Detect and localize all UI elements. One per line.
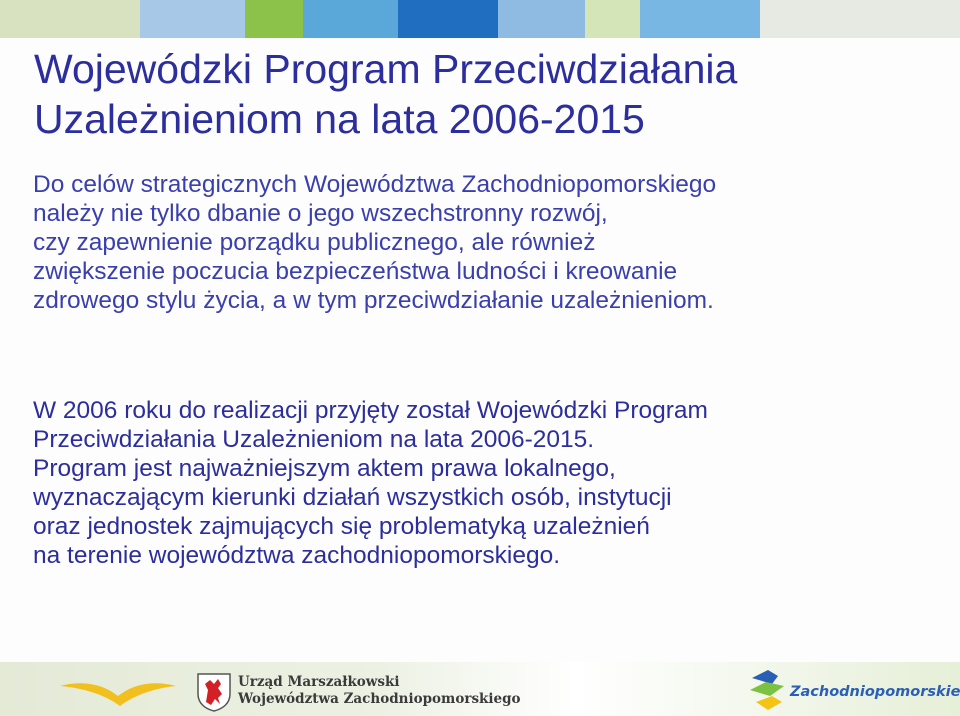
header-color-band xyxy=(0,0,960,38)
office-name-line1: Urząd Marszałkowski xyxy=(238,674,400,690)
paragraph-line: zdrowego stylu życia, a w tym przeciwdziałanie uzależnieniom. xyxy=(33,287,714,314)
band-block xyxy=(0,0,140,38)
paragraph-line: W 2006 roku do realizacji przyjęty został Wojewódzki Program xyxy=(33,397,708,424)
zachodniopomorskie-logo-icon xyxy=(748,666,788,712)
paragraph-line: Przeciwdziałania Uzależnieniom na lata 2006-2015. xyxy=(33,426,595,453)
program-paragraph xyxy=(33,396,943,570)
band-block xyxy=(760,0,960,38)
marshal-office-label xyxy=(238,674,521,708)
title-line: Uzależnieniom na lata 2006-2015 xyxy=(34,96,645,142)
band-block xyxy=(398,0,498,38)
slide-title xyxy=(34,44,934,144)
paragraph-line: na terenie województwa zachodniopomorskiego. xyxy=(33,542,561,569)
band-block xyxy=(245,0,303,38)
paragraph-line: Program jest najważniejszym aktem prawa lokalnego, xyxy=(33,455,616,482)
paragraph-line: należy nie tylko dbanie o jego wszechstronny rozwój, xyxy=(33,200,608,227)
brand-wordmark: Zachodniopomorskie xyxy=(790,684,960,700)
band-block xyxy=(140,0,245,38)
intro-paragraph xyxy=(33,170,943,315)
band-block xyxy=(585,0,640,38)
paragraph-line: oraz jednostek zajmujących się problematyką uzależnień xyxy=(33,513,650,540)
griffin-crest-icon xyxy=(196,672,232,712)
band-block xyxy=(640,0,760,38)
office-name-line2: Województwa Zachodniopomorskiego xyxy=(238,691,521,707)
paragraph-line: Do celów strategicznych Województwa Zachodniopomorskiego xyxy=(33,171,717,198)
band-block xyxy=(498,0,585,38)
title-line: Wojewódzki Program Przeciwdziałania xyxy=(34,46,738,92)
paragraph-line: czy zapewnienie porządku publicznego, ale również xyxy=(33,229,596,256)
paragraph-line: wyznaczającym kierunki działań wszystkich osób, instytucji xyxy=(33,484,672,511)
paragraph-line: zwiększenie poczucia bezpieczeństwa ludności i kreowanie xyxy=(33,258,678,285)
seagull-logo-icon xyxy=(58,670,178,710)
band-block xyxy=(303,0,398,38)
